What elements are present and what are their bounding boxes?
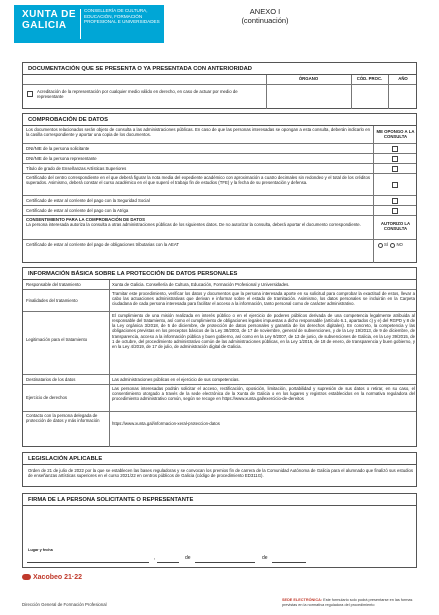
place-comma: , bbox=[154, 555, 156, 562]
privacy-row bbox=[23, 312, 416, 375]
docs-previous-title: DOCUMENTACIÓN QUE SE PRESENTA O YA PRESENTADA CON ANTERIORIDAD bbox=[23, 63, 416, 75]
year-field[interactable] bbox=[272, 562, 306, 563]
check-item-row bbox=[23, 196, 416, 206]
representation-item: Acreditación de la representación por cualquier medio válido en derecho, en caso de actuar por medio de representante bbox=[37, 89, 238, 100]
place-date-label: Lugar y fecha bbox=[28, 548, 53, 553]
privacy-label-rights: Ejercicio de derechos bbox=[26, 395, 68, 401]
privacy-row bbox=[23, 290, 416, 312]
place-field[interactable] bbox=[27, 562, 149, 563]
privacy-row bbox=[23, 280, 416, 290]
consent-text: La persona interesada autoriza la consulta a otras administraciones públicas de los siguientes datos. De no autorizar la consulta, deberá aportar el documento correspondiente. bbox=[26, 222, 361, 228]
privacy-label-legitimation: Legitimación para el tratamiento bbox=[26, 337, 88, 343]
privacy-text-recipients: Las administraciones públicas en el ejercicio de sus competencias. bbox=[112, 377, 240, 383]
docs-previous-item-row bbox=[23, 85, 416, 109]
aeat-yes-radio[interactable] bbox=[378, 243, 383, 248]
consent-row bbox=[23, 216, 416, 240]
representation-checkbox[interactable] bbox=[27, 91, 33, 97]
check-item-row bbox=[23, 144, 416, 154]
authorize-header: AUTORIZO LA CONSULTA bbox=[380, 221, 411, 232]
consent-item-row bbox=[23, 240, 416, 251]
legislation-text: Orden de 21 de julio de 2022 por la que se establecen las bases reguladoras y se convocan los premios fin de carrera de la Comunidad Autónoma de Galicia para el alumnado que finalizó sus estudios de enseñanzas artísticas superiores en el curso 2021/22 en centros públicos de Galicia (código de procedimiento ED311G). bbox=[28, 468, 413, 479]
aeat-no-radio[interactable] bbox=[390, 243, 395, 248]
consent-item-aeat: Certificado de estar al corriente del pago de obligaciones tributarias con la AEAT bbox=[26, 242, 180, 248]
aeat-no-label: NO bbox=[396, 242, 403, 248]
logo-separator bbox=[80, 9, 81, 39]
docs-previous-header-row bbox=[23, 75, 416, 85]
privacy-section bbox=[22, 267, 417, 447]
oppose-header: ME OPONGO A LA CONSULTA bbox=[376, 129, 415, 140]
annex-label bbox=[232, 7, 298, 25]
oppose-social-security-checkbox[interactable] bbox=[392, 198, 398, 204]
check-item-row bbox=[23, 174, 416, 196]
privacy-text-rights: Las personas interesadas podrán solicitar el acceso, rectificación, oposición, limitación, portabilidad y supresión de sus datos o retirar, en su caso, el consentimiento otorgado a través de la sede electrónica de la Xunta de Galicia o en los lugares y registros establecidos en la normativa reguladora del procedimiento administrativo común, según se recoge en https://www.xunta.gal/exercicio-de-dereitos bbox=[112, 386, 415, 402]
check-data-intro: Los documentos relacionados serán objeto de consulta a las administraciones públicas. En caso de que las personas interesadas se opongan a esta consulta, deberán indicarlo en la casilla correspondiente y aportar una copia de los documentos. bbox=[26, 127, 370, 138]
legislation-title: LEGISLACIÓN APLICABLE bbox=[23, 453, 416, 465]
aeat-yes-label: SÍ bbox=[384, 242, 389, 248]
check-item-row bbox=[23, 164, 416, 174]
annex-line1: ANEXO I bbox=[249, 7, 281, 16]
oppose-dni-representative-checkbox[interactable] bbox=[392, 156, 398, 162]
privacy-label-contact: Contacto con la persona delegada de protección de datos y más información bbox=[26, 413, 100, 424]
privacy-row bbox=[23, 412, 416, 435]
privacy-title: INFORMACIÓN BÁSICA SOBRE LA PROTECCIÓN DE DATOS PERSONALES bbox=[23, 268, 416, 280]
page-header bbox=[0, 0, 439, 52]
oppose-atriga-checkbox[interactable] bbox=[392, 208, 398, 214]
privacy-text-legitimation: El cumplimiento de una misión realizada en interés público o en el ejercicio de poderes públicos derivada de una competencia legalmente atribuida al responsable del tratamiento, así como el cumplimiento de obligaciones legales impuestas a dicho responsable (artículo 6.1, apartados c) y e) del RGPD y 8 de la Ley orgánica 3/2018, de 5 de diciembre, de protección de datos personales y garantía de los derechos digitales). En concreto, la competencia y las obligaciones previstas en los preceptos básicos de la Ley 38/2003, de 17 de noviembre, general de subvenciones, y de la Ley 19/2013, de 9 de diciembre, de transparencia, acceso a la información pública y buen gobierno, así como en la Ley 9/2007, de 13 de junio, de subvenciones de Galicia, en la Ley 39/2015, de 1 de octubre, del procedimiento administrativo común de las administraciones públicas, en la Ley 1/2016, de 18 de enero, de transparencia y buen gobierno, y en la Ley 4/2019, de 17 de julio, de administración digital de Galicia. bbox=[112, 313, 415, 349]
privacy-text-purposes: Tramitar este procedimiento, verificar los datos y documentos que la persona interesada aporte en su solicitud para comprobar la exactitud de estos, llevar a cabo las actuaciones administrativas que derivan e informar sobre el estado de tramitación. Asimismo, los datos personales se incluirán en la Carpeta ciudadana de cada persona interesada para facilitar el acceso a la información, tanto personal como de carácter administrativo. bbox=[112, 291, 415, 307]
privacy-text-contact[interactable]: https://www.xunta.gal/informacion-xeral-proteccion-datos bbox=[112, 421, 220, 427]
check-item-certificate: Certificado del centro correspondiente en el que deberá figurar la nota media del expediente académico con aproximación a cuatro decimales sin redondeo y el total de los créditos superados. Asimismo, deberá constar el curso académico en el que superó el trabajo fin de estudios (TFE) y la fecha de su presentación y defensa. bbox=[26, 175, 370, 186]
legislation-section bbox=[22, 452, 417, 487]
signature-section bbox=[22, 493, 417, 568]
annex-line2: (continuación) bbox=[241, 16, 289, 25]
check-item-social-security: Certificado de estar al corriente del pago con la Seguridad Social bbox=[26, 198, 150, 204]
oppose-dni-applicant-checkbox[interactable] bbox=[392, 146, 398, 152]
privacy-row bbox=[23, 375, 416, 385]
col-organo: ÓRGANO bbox=[298, 76, 319, 82]
oppose-certificate-checkbox[interactable] bbox=[392, 182, 398, 188]
date-de-2: de bbox=[262, 555, 268, 562]
privacy-label-responsible: Responsable del tratamiento bbox=[26, 282, 81, 288]
check-item-atriga: Certificado de estar al corriente del pago con la Atriga bbox=[26, 208, 129, 214]
privacy-label-purposes: Finalidades del tratamiento bbox=[26, 298, 78, 304]
privacy-row bbox=[23, 385, 416, 412]
sede-text: Este formulario solo podrá presentarse en las formas previstas en la normativa reguladora del procedimiento bbox=[282, 598, 413, 607]
check-item-dni-applicant: DNI/NIE de la persona solicitante bbox=[26, 146, 90, 152]
check-item-dni-representative: DNI/NIE de la persona representante bbox=[26, 156, 97, 162]
check-item-degree: Título de grado de Enseñanzas Artísticas Superiores bbox=[26, 166, 127, 172]
col-ano: AÑO bbox=[398, 76, 408, 82]
privacy-text-responsible: Xunta de Galicia. Consellería de Cultura, Educación, Formación Profesional y Universidades. bbox=[112, 282, 290, 288]
col-cod-proc: CÓD. PROC. bbox=[356, 76, 383, 82]
xacobeo-text: Xacobeo 21·22 bbox=[33, 574, 83, 581]
day-field[interactable] bbox=[157, 562, 179, 563]
check-item-row bbox=[23, 206, 416, 216]
check-data-intro-row bbox=[23, 126, 416, 144]
check-data-section bbox=[22, 113, 417, 263]
check-data-title: COMPROBACIÓN DE DATOS bbox=[23, 114, 416, 126]
month-field[interactable] bbox=[195, 562, 255, 563]
privacy-label-recipients: Destinatarios de los datos bbox=[26, 377, 76, 383]
consent-title: CONSENTIMIENTO PARA LA COMPROBACIÓN DE DATOS bbox=[26, 217, 145, 223]
check-item-row bbox=[23, 154, 416, 164]
xunta-logo bbox=[14, 5, 164, 43]
docs-previous-section bbox=[22, 62, 417, 109]
oppose-degree-checkbox[interactable] bbox=[392, 166, 398, 172]
logo-department-text: CONSELLERÍA DE CULTURA, EDUCACIÓN, FORMACIÓN PROFESIONAL E UNIVERSIDADES bbox=[84, 8, 160, 25]
date-de-1: de bbox=[185, 555, 191, 562]
logo-xunta-text: XUNTA DE GALICIA bbox=[22, 9, 76, 31]
signature-title: FIRMA DE LA PERSONA SOLICITANTE O REPRESENTANTE bbox=[23, 494, 416, 506]
xacobeo-icon bbox=[22, 574, 31, 580]
footer-sede bbox=[282, 598, 422, 607]
footer-department: Dirección General de Formación Profesional bbox=[22, 602, 107, 607]
sede-label[interactable]: SEDE ELECTRÓNICA: bbox=[282, 598, 323, 602]
xacobeo-logo bbox=[22, 574, 82, 581]
